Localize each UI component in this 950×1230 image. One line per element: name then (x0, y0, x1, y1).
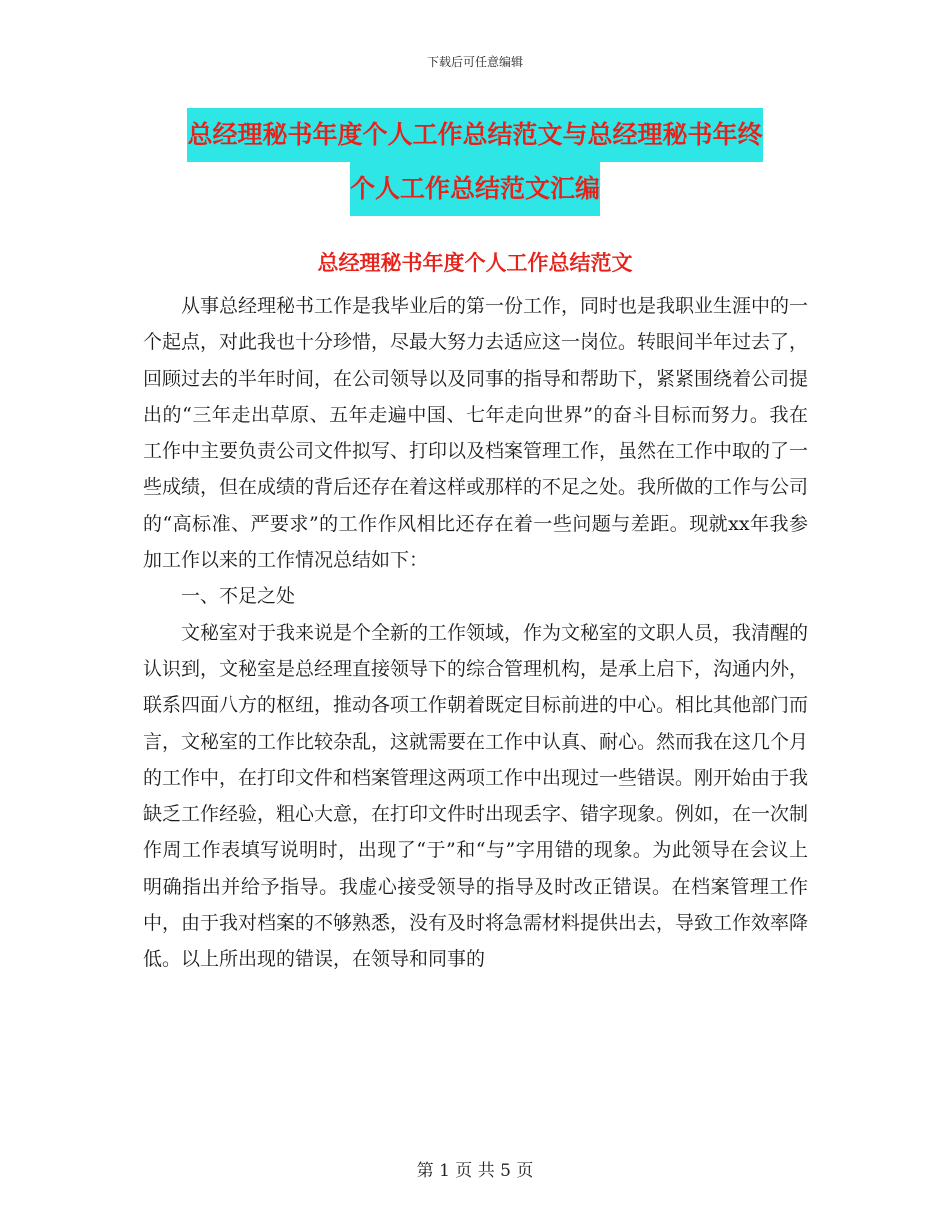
page-footer: 第 1 页 共 5 页 (416, 1161, 534, 1181)
section-title: 总经理秘书年度个人工作总结范文 (317, 251, 633, 275)
body-text (143, 288, 808, 978)
main-title (120, 108, 830, 216)
main-title-line-1: 总经理秘书年度个人工作总结范文与总经理秘书年终 (187, 108, 762, 162)
paragraph-shortcomings: 文秘室对于我来说是个全新的工作领域，作为文秘室的文职人员，我清醒的认识到，文秘室是总经理直接领导下的综合管理机构，是承上启下，沟通内外，联系四面八方的枢纽，推动各项工作朝着既定目标前进的中心。相比其他部门而言，文秘室的工作比较杂乱，这就需要在工作中认真、耐心。然而我在这几个月的工作中，在打印文件和档案管理这两项工作中出现过一些错误。刚开始由于我缺乏工作经验，粗心大意，在打印文件时出现丢字、错字现象。例如，在一次制作周工作表填写说明时，出现了“于”和“与”字用错的现象。为此领导在会议上明确指出并给予指导。我虚心接受领导的指导及时改正错误。在档案管理工作中，由于我对档案的不够熟悉，没有及时将急需材料提供出去，导致工作效率降低。以上所出现的错误，在领导和同事的 (143, 621, 809, 971)
main-title-line-2: 个人工作总结范文汇编 (350, 162, 600, 216)
paragraph-intro: 从事总经理秘书工作是我毕业后的第一份工作，同时也是我职业生涯中的一个起点，对此我也十分珍惜，尽最大努力去适应这一岗位。转眼间半年过去了，回顾过去的半年时间，在公司领导以及同事的指导和帮助下，紧紧围绕着公司提出的“三年走出草原、五年走遍中国、七年走向世界”的奋斗目标而努力。我在工作中主要负责公司文件拟写、打印以及档案管理工作，虽然在工作中取的了一些成绩，但在成绩的背后还存在着这样或那样的不足之处。我所做的工作与公司的“高标准、严要求”的工作作风相比还存在着一些问题与差距。现就xx年我参加工作以来的工作情况总结如下： (143, 295, 809, 572)
paragraph-heading-shortcomings: 一、不足之处 (181, 585, 296, 608)
header-note: 下载后可任意编辑 (426, 55, 523, 69)
